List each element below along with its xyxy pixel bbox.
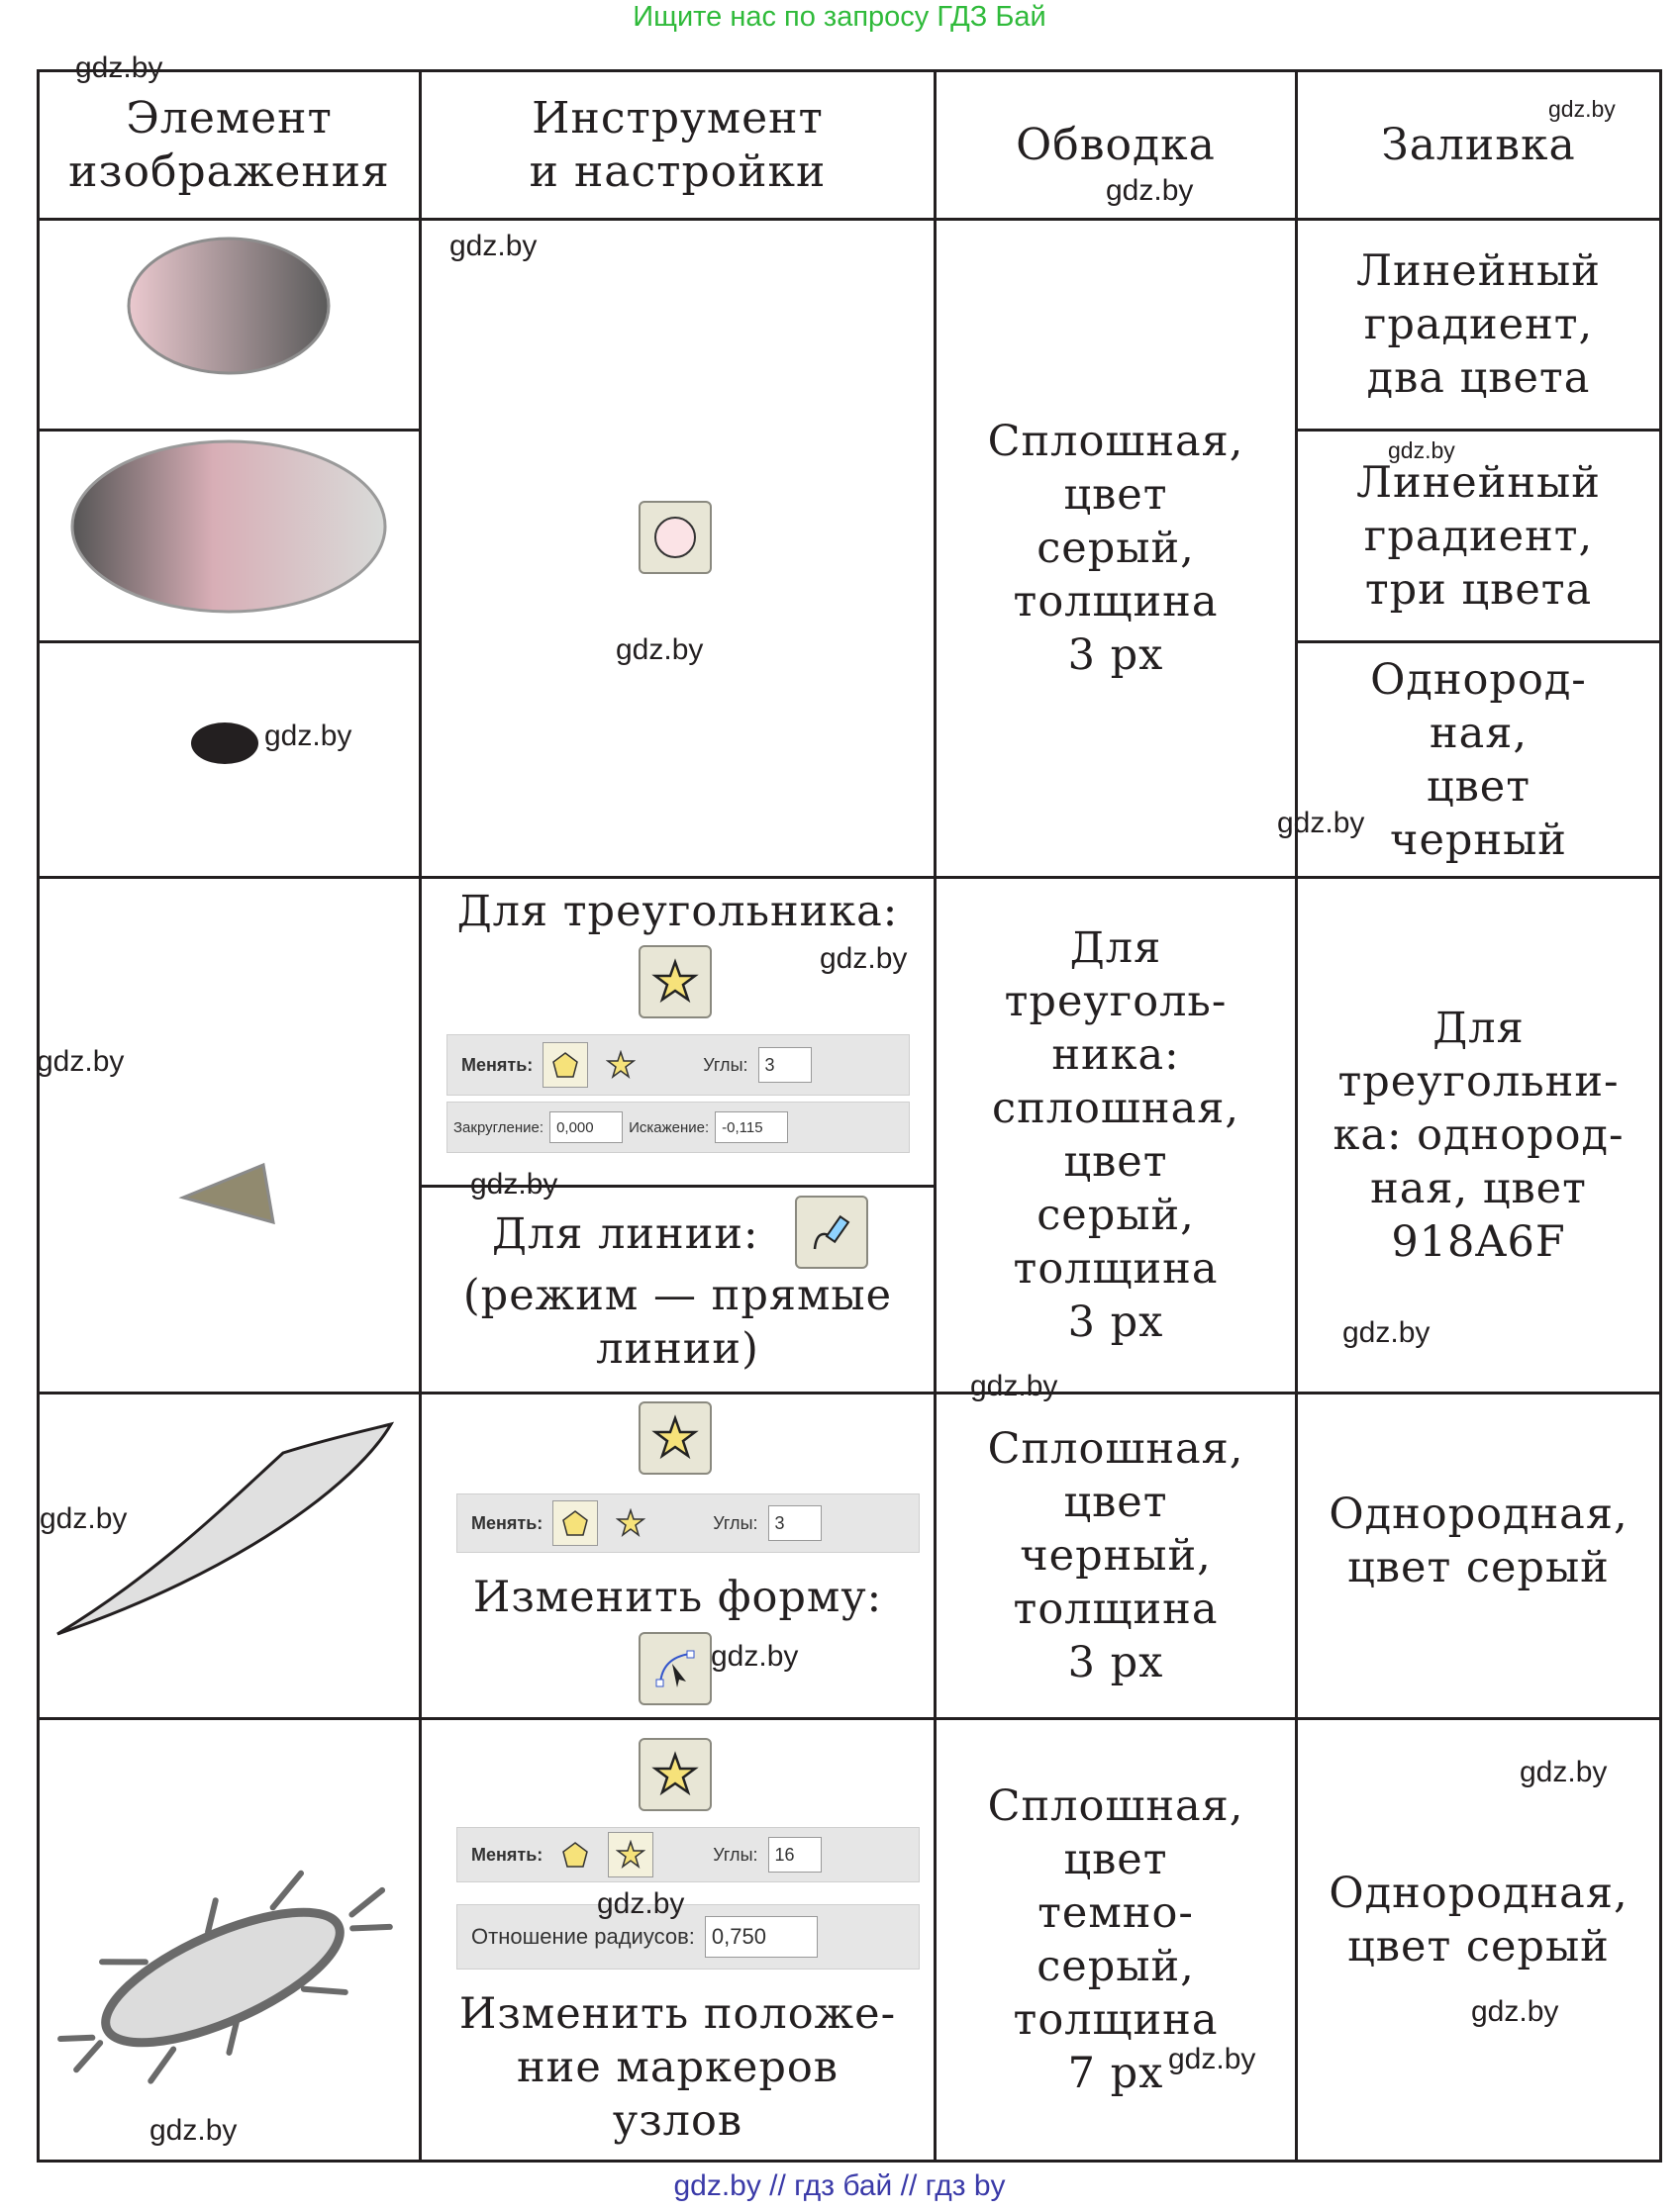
- star-toggle[interactable]: [598, 1042, 643, 1088]
- r4-stroke-3: темно-: [1037, 1888, 1194, 1938]
- header-element: [40, 72, 419, 218]
- r1-fillb-3: три цвета: [1364, 564, 1593, 615]
- watermark: gdz.by: [1106, 174, 1194, 207]
- r1-filla-1: Линейный: [1356, 246, 1601, 296]
- r1-fillb-1: Линейный: [1356, 457, 1601, 508]
- watermark: gdz.by: [1548, 96, 1616, 122]
- rounding-field[interactable]: 0,000: [549, 1111, 623, 1143]
- r4-stroke-6: 7 px: [1067, 2049, 1164, 2098]
- r4-fill-2: цвет серый: [1347, 1922, 1610, 1972]
- r1-stroke-5: 3 px: [1067, 630, 1164, 680]
- header-element-line2: изображения: [68, 145, 390, 197]
- spiky-ellipse-image: [40, 1720, 419, 2160]
- polygon-toggle[interactable]: [552, 1500, 598, 1546]
- r1-fillc-3: цвет: [1426, 761, 1531, 812]
- row3-stroke: [937, 1395, 1295, 1717]
- r1-stroke-4: толщина: [1013, 577, 1219, 626]
- star-toolbar-rounding: [446, 1102, 910, 1153]
- polygon-toggle[interactable]: [543, 1042, 588, 1088]
- r1-fillb-2: градиент,: [1363, 511, 1594, 561]
- r4-stroke-4: серый,: [1037, 1942, 1195, 1991]
- r2-stroke-8: 3 px: [1067, 1298, 1164, 1347]
- star-toolbar-triangle: [446, 1034, 910, 1096]
- watermark: gdz.by: [1342, 1316, 1431, 1349]
- r3-stroke-1: Сплошная,: [987, 1424, 1244, 1474]
- change-label: Менять:: [461, 1054, 534, 1075]
- line-tool-label: Для линии:: [492, 1209, 759, 1259]
- r1-stroke-2: цвет: [1063, 470, 1168, 520]
- triangle-tool-label: Для треугольника:: [456, 887, 899, 936]
- watermark: gdz.by: [1520, 1756, 1608, 1788]
- r2-fill-1: Для: [1432, 1004, 1525, 1053]
- star-toggle[interactable]: [608, 1500, 653, 1546]
- polygon-icon: [560, 1508, 590, 1538]
- r2-stroke-3: ника:: [1051, 1030, 1180, 1080]
- watermark: gdz.by: [149, 2114, 238, 2147]
- star-tool-button[interactable]: [639, 945, 712, 1018]
- row1-fill-b: [1298, 432, 1659, 640]
- watermark: gdz.by: [37, 1045, 125, 1078]
- watermark: gdz.by: [711, 1640, 799, 1673]
- watermark: gdz.by: [1471, 1995, 1559, 2028]
- row3-fill: [1298, 1395, 1659, 1717]
- header-fill: [1298, 72, 1659, 218]
- ratio-field[interactable]: 0,750: [705, 1916, 818, 1958]
- line-mode-2: линии): [596, 1324, 759, 1374]
- r3-stroke-5: 3 px: [1067, 1638, 1164, 1687]
- r1-fillc-1: Однород-: [1370, 654, 1587, 705]
- r2-fill-3: ка: однород-: [1333, 1110, 1625, 1160]
- star-icon: [616, 1840, 645, 1870]
- r4-fill-1: Однородная,: [1329, 1869, 1629, 1918]
- bezier-tool-button[interactable]: [795, 1196, 868, 1269]
- r4-tool-2: ние маркеров: [517, 2043, 839, 2092]
- watermark: gdz.by: [616, 633, 704, 666]
- ratio-label: Отношение радиусов:: [471, 1924, 695, 1949]
- r4-stroke-1: Сплошная,: [987, 1781, 1244, 1831]
- row1-fill-c: [1298, 643, 1659, 876]
- header-tool-line1: Инструмент: [532, 92, 824, 144]
- star-tool-icon: [650, 1413, 700, 1463]
- star-toolbar-curved: [456, 1493, 920, 1553]
- r2-stroke-2: треуголь-: [1004, 977, 1228, 1026]
- star-tool-icon: [650, 1750, 700, 1799]
- watermark: gdz.by: [75, 51, 163, 84]
- node-edit-icon: [650, 1644, 700, 1693]
- star-tool-button-3[interactable]: [639, 1738, 712, 1811]
- r2-stroke-6: серый,: [1037, 1191, 1195, 1240]
- header-stroke-text: Обводка: [1016, 119, 1216, 170]
- rounding-label: Закругление:: [453, 1118, 544, 1136]
- radius-ratio-toolbar: [456, 1904, 920, 1970]
- star-tool-icon: [650, 957, 700, 1007]
- row1-stroke: [937, 221, 1295, 876]
- r3-fill-2: цвет серый: [1347, 1543, 1610, 1592]
- row2-stroke: [937, 879, 1295, 1392]
- r1-stroke-1: Сплошная,: [987, 417, 1244, 466]
- r3-stroke-3: черный,: [1020, 1531, 1212, 1581]
- header-tool-line2: и настройки: [529, 145, 827, 197]
- row4-stroke: [937, 1720, 1295, 2160]
- r3-fill-1: Однородная,: [1329, 1490, 1629, 1539]
- row1-fill-a: [1298, 221, 1659, 429]
- top-banner[interactable]: Ищите нас по запросу ГДЗ Бай: [633, 1, 1046, 33]
- r2-stroke-7: толщина: [1013, 1244, 1219, 1294]
- corners-field[interactable]: 3: [758, 1047, 812, 1083]
- corners-label: Углы:: [713, 1844, 758, 1865]
- watermark: gdz.by: [597, 1887, 685, 1920]
- distortion-field[interactable]: -0,115: [715, 1111, 788, 1143]
- r2-stroke-5: цвет: [1063, 1137, 1168, 1187]
- corners-field[interactable]: 16: [768, 1837, 822, 1873]
- change-label: Менять:: [471, 1844, 543, 1865]
- watermark: gdz.by: [470, 1168, 558, 1201]
- node-tool-button[interactable]: [639, 1632, 712, 1705]
- curved-shape-image: [40, 1395, 419, 1717]
- ellipse-three-color-gradient-image: [40, 432, 419, 640]
- header-element-line1: Элемент: [126, 92, 333, 144]
- r2-fill-4: ная, цвет: [1370, 1164, 1587, 1213]
- footer-links[interactable]: gdz.by // гдз бай // гдз by: [673, 2169, 1006, 2202]
- watermark: gdz.by: [264, 720, 352, 752]
- star-toggle[interactable]: [608, 1832, 653, 1877]
- node-position-label: [422, 1987, 934, 2148]
- distortion-label: Искажение:: [629, 1118, 710, 1136]
- r4-stroke-5: толщина: [1013, 1995, 1219, 2045]
- corners-label: Углы:: [713, 1512, 758, 1533]
- polygon-toggle[interactable]: [552, 1832, 598, 1877]
- header-fill-text: Заливка: [1381, 119, 1576, 170]
- triangle-image: [40, 879, 419, 1392]
- r1-filla-2: градиент,: [1363, 300, 1594, 349]
- answer-table: [37, 69, 1662, 2163]
- watermark: gdz.by: [40, 1502, 128, 1535]
- r1-fillc-2: ная,: [1429, 708, 1529, 758]
- watermark: gdz.by: [820, 942, 908, 975]
- watermark: gdz.by: [1277, 807, 1365, 839]
- star-icon: [616, 1508, 645, 1538]
- reshape-label: Изменить форму:: [472, 1573, 883, 1622]
- watermark: gdz.by: [1388, 437, 1455, 463]
- watermark: gdz.by: [970, 1370, 1058, 1402]
- r4-stroke-2: цвет: [1063, 1835, 1168, 1884]
- r2-stroke-4: сплошная,: [991, 1084, 1239, 1133]
- corners-field[interactable]: 3: [768, 1505, 822, 1541]
- r2-fill-5: 918A6F: [1391, 1217, 1566, 1267]
- line-mode-1: (режим — прямые: [462, 1271, 893, 1320]
- star-toolbar-spiky: [456, 1827, 920, 1882]
- watermark: gdz.by: [1168, 2043, 1256, 2075]
- line-tool-mode: [422, 1269, 934, 1376]
- r3-stroke-4: толщина: [1013, 1585, 1219, 1634]
- star-tool-button-2[interactable]: [639, 1401, 712, 1475]
- r4-tool-1: Изменить положе-: [458, 1989, 897, 2039]
- ellipse-tool-icon: [650, 513, 700, 562]
- corners-label: Углы:: [703, 1054, 748, 1075]
- polygon-icon: [550, 1050, 580, 1080]
- change-label: Менять:: [471, 1512, 543, 1533]
- r2-fill-2: треугольни-: [1337, 1057, 1620, 1106]
- r4-tool-3: узлов: [612, 2096, 743, 2146]
- r1-filla-3: два цвета: [1366, 353, 1591, 403]
- r1-stroke-3: серый,: [1037, 524, 1195, 573]
- header-tool: [422, 72, 934, 218]
- row2-fill: [1298, 879, 1659, 1392]
- polygon-icon: [560, 1840, 590, 1870]
- pen-icon: [807, 1207, 856, 1257]
- r1-fillc-4: черный: [1390, 815, 1567, 865]
- watermark: gdz.by: [449, 230, 538, 262]
- ellipse-two-color-gradient-image: [40, 221, 419, 429]
- small-black-ellipse-image: [40, 643, 419, 876]
- r2-stroke-1: Для: [1069, 923, 1162, 973]
- star-icon: [606, 1050, 636, 1080]
- r3-stroke-2: цвет: [1063, 1478, 1168, 1527]
- ellipse-tool-button[interactable]: [639, 501, 712, 574]
